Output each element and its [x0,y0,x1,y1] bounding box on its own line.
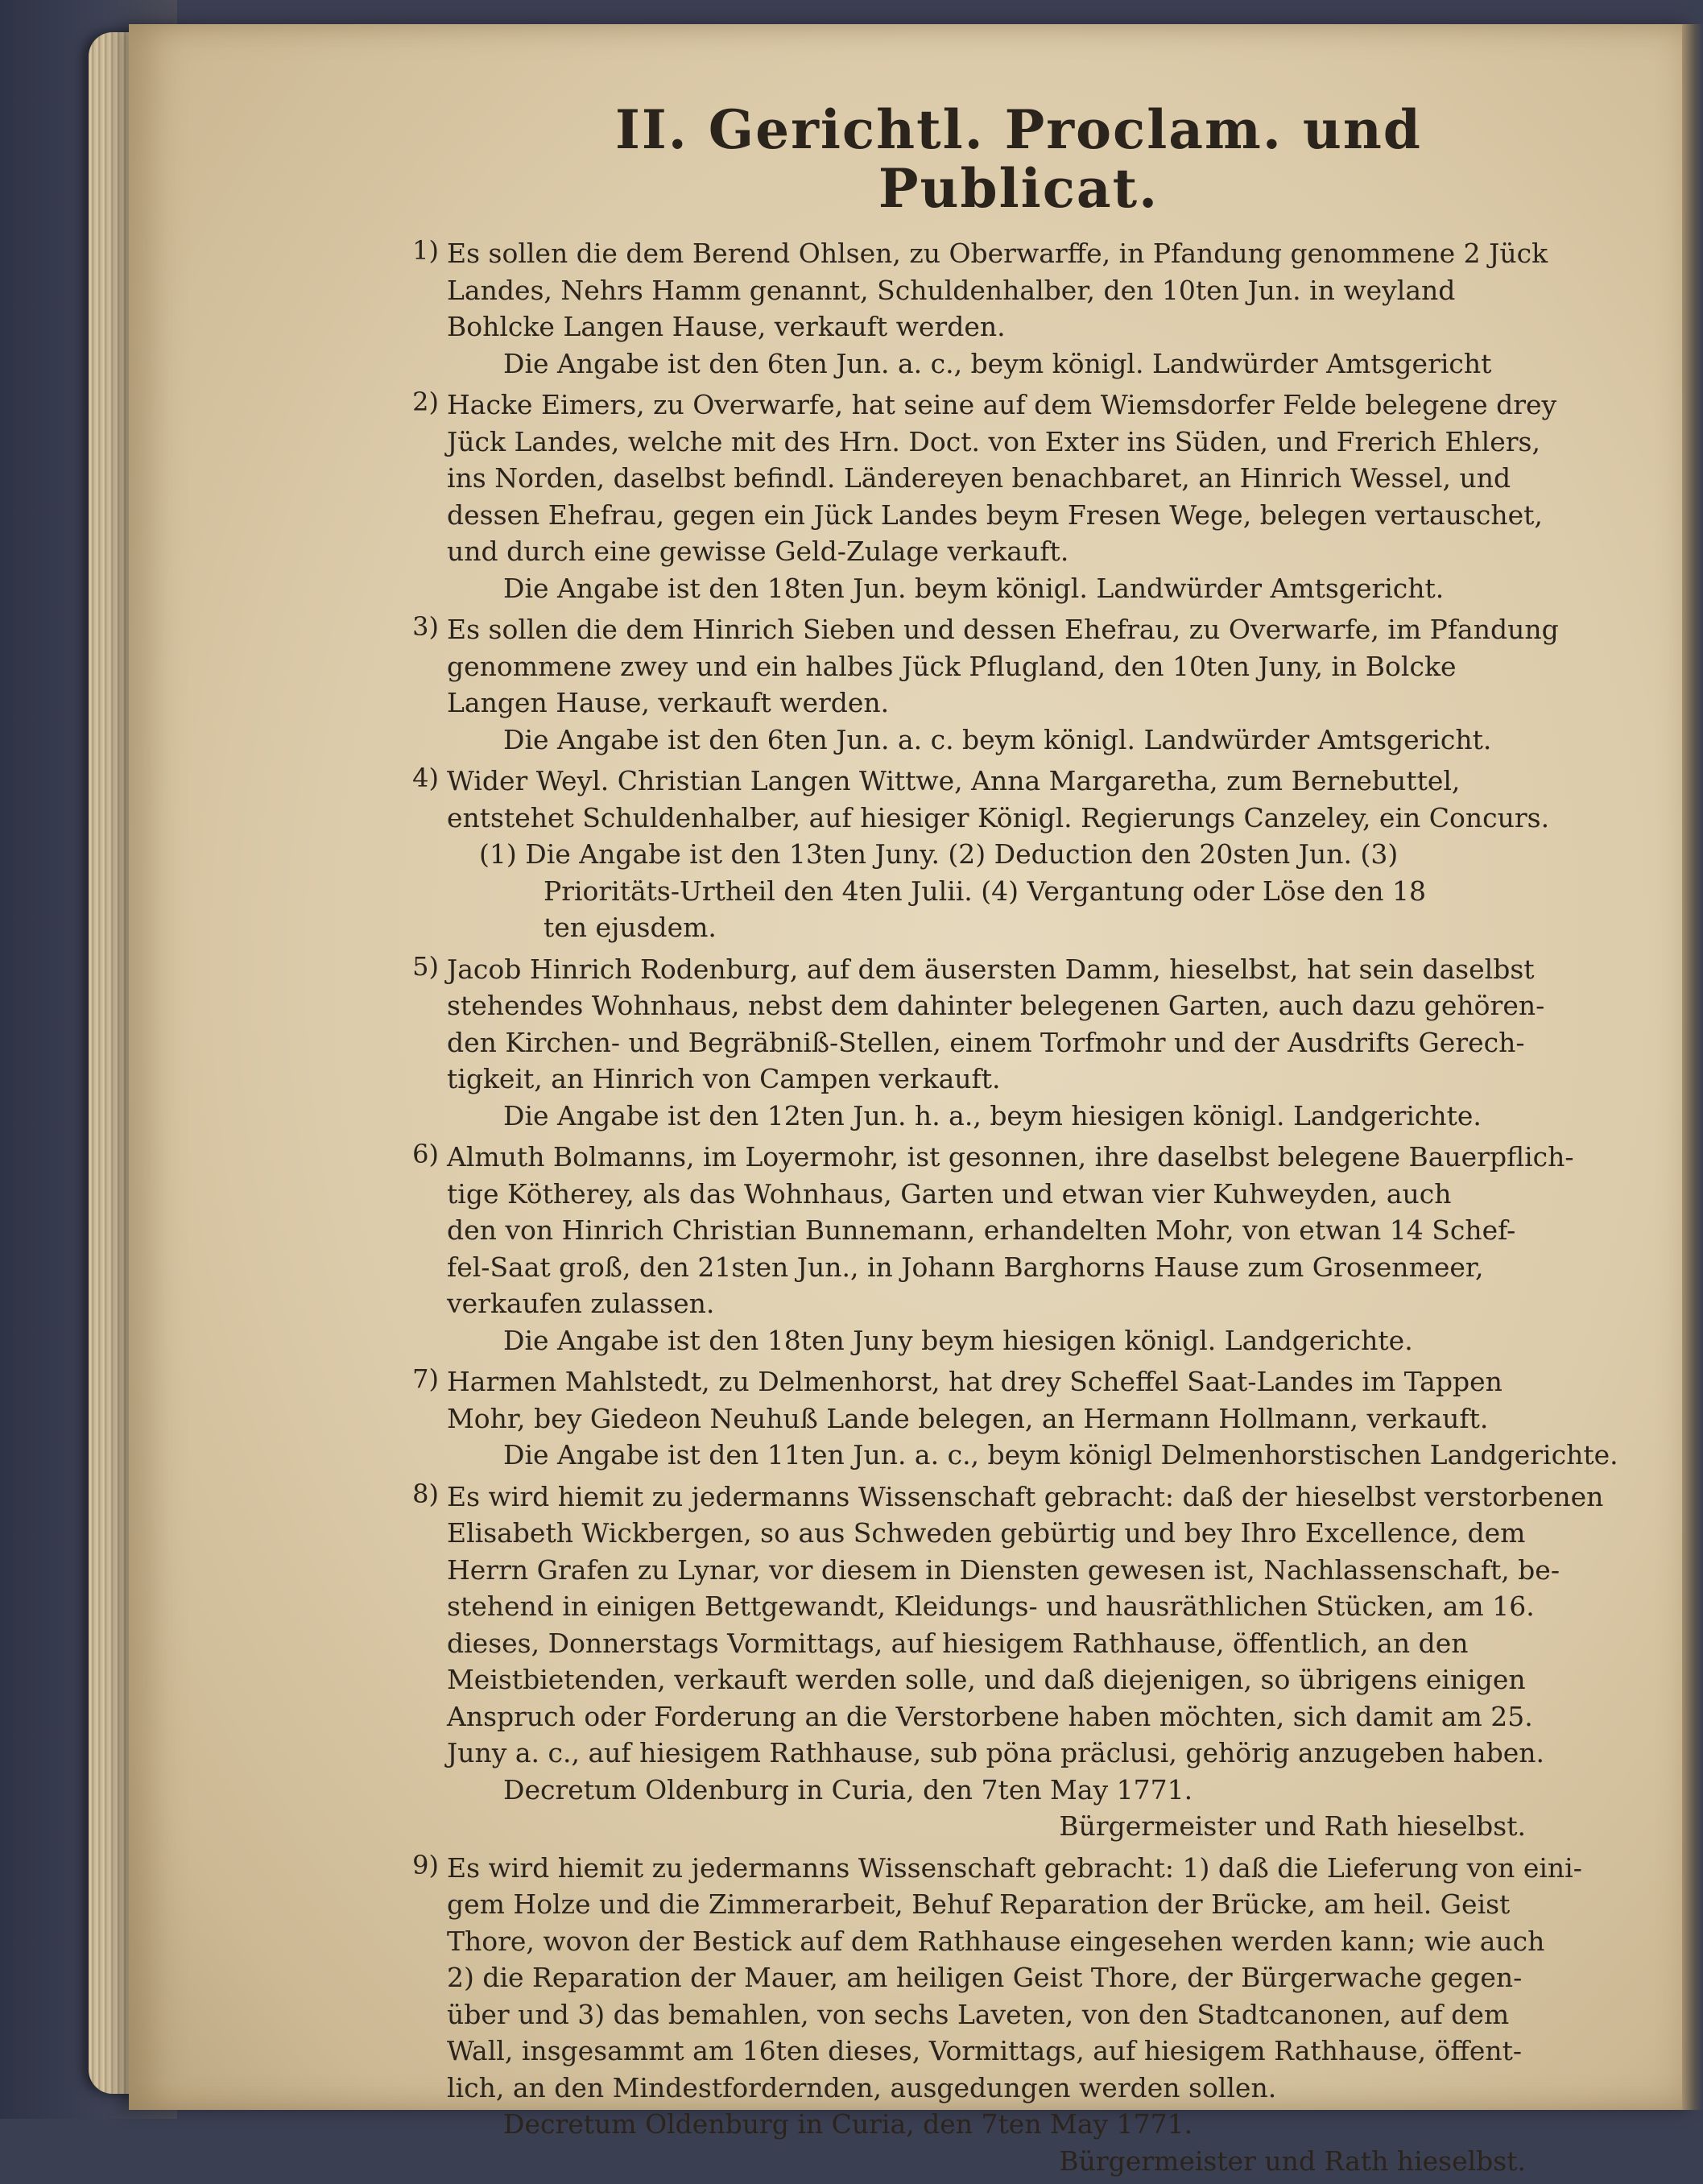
entry-line: über und 3) das bemahlen, von sechs Laveten, von den Stadtcanonen, auf dem [447,1998,1510,2030]
entry-line: Jacob Hinrich Rodenburg, auf dem äusersten Damm, hieselbst, hat sein daselbst [447,953,1535,985]
entry-note: Die Angabe ist den 12ten Jun. h. a., beym hiesigen königl. Landgerichte. [503,1099,1482,1131]
entry-number: 3) [412,611,439,643]
entry-text [447,235,1558,382]
entry-note: Die Angabe ist den 6ten Jun. a. c. beym königl. Landwürder Amtsgericht. [503,723,1492,755]
entry-number: 1) [412,235,439,267]
entry-line: Landes, Nehrs Hamm genannt, Schuldenhalber, den 10ten Jun. in weyland [447,274,1456,306]
entry-line: Es wird hiemit zu jedermanns Wissenschaft gebracht: daß der hieselbst verstorbenen [447,1480,1604,1512]
entry-number: 8) [412,1478,439,1509]
entry-line: den Kirchen- und Begräbniß-Stellen, einem Torfmohr und der Ausdrifts Gerech- [447,1026,1525,1058]
entry-subline: ten ejusdem. [544,912,717,944]
entry-line: genommene zwey und ein halbes Jück Pflugland, den 10ten Juny, in Bolcke [447,650,1457,682]
entry-number: 9) [412,1849,439,1880]
entry-line: stehendes Wohnhaus, nebst dem dahinter belegenen Garten, auch dazu gehören- [447,990,1545,1022]
entry-number: 5) [412,950,439,982]
entry-line: Herrn Grafen zu Lynar, vor diesem in Diensten gewesen ist, Nachlassenschaft, be- [447,1553,1560,1586]
entry-line: den von Hinrich Christian Bunnemann, erhandelten Mohr, von etwan 14 Schef- [447,1214,1516,1247]
entry-number: 2) [412,387,439,418]
proclamation-entry [412,950,1558,1135]
entry-text [447,763,1558,946]
entry-line: Langen Hause, verkauft werden. [447,687,890,719]
entry-line: Hacke Eimers, zu Overwarfe, hat seine auf dem Wiemsdorfer Felde belegene drey [447,389,1557,421]
entry-text [447,1139,1574,1359]
entry-line: entstehet Schuldenhalber, auf hiesiger Königl. Regierungs Canzeley, ein Concurs. [447,801,1550,833]
proclamation-entry [412,387,1558,606]
proclamation-entry [412,1478,1604,1845]
entry-line: Harmen Mahlstedt, zu Delmenhorst, hat drey Scheffel Saat-Landes im Tappen [447,1366,1503,1398]
entry-line: Es sollen die dem Hinrich Sieben und dessen Ehefrau, zu Overwarfe, im Pfandung [447,614,1559,646]
entry-number: 4) [412,763,439,794]
entry-line: Juny a. c., auf hiesigem Rathhause, sub pöna präclusi, gehörig anzugeben haben. [447,1737,1544,1769]
entry-line: Es sollen die dem Berend Ohlsen, zu Oberwarffe, in Pfandung genommene 2 Jück [447,238,1548,270]
entry-note: Decretum Oldenburg in Curia, den 7ten May 1771. [503,1773,1193,1806]
entry-number: 6) [412,1139,439,1170]
entry-line: 2) die Reparation der Mauer, am heiligen Geist Thore, der Bürgerwache gegen- [447,1962,1523,1994]
entry-line: und durch eine gewisse Geld-Zulage verkauft. [447,536,1069,568]
entry-line: stehend in einigen Bettgewandt, Kleidungs- und hausräthlichen Stücken, am 16. [447,1590,1535,1623]
page-right-edge [1682,24,1703,2110]
proclamation-entry [412,763,1558,946]
entry-signature: Bürgermeister und Rath hieselbst. [1059,1810,1526,1843]
entry-line: dessen Ehefrau, gegen ein Jück Landes beym Fresen Wege, belegen vertauschet, [447,498,1543,531]
entry-line: tige Kötherey, als das Wohnhaus, Garten und etwan vier Kuhweyden, auch [447,1177,1452,1210]
entry-line: lich, an den Mindestfordernden, ausgedungen werden sollen. [447,2071,1277,2103]
entry-note: Die Angabe ist den 6ten Jun. a. c., beym königl. Landwürder Amtsgericht [503,347,1492,379]
entry-line: fel-Saat groß, den 21sten Jun., in Johann Barghorns Hause zum Grosenmeer, [447,1251,1484,1283]
entry-line: Elisabeth Wickbergen, so aus Schweden gebürtig und bey Ihro Excellence, dem [447,1517,1526,1549]
page-content [412,98,1618,2184]
entry-note: Die Angabe ist den 18ten Juny beym hiesigen königl. Landgerichte. [503,1324,1413,1356]
entry-line: dieses, Donnerstags Vormittags, auf hiesigem Rathhause, öffentlich, an den [447,1627,1469,1659]
section-heading: II. Gerichtl. Proclam. und Publicat. [615,98,1422,220]
entry-line: tigkeit, an Hinrich von Campen verkauft. [447,1063,1001,1095]
entry-text [447,1479,1604,1845]
entry-line: Wider Weyl. Christian Langen Wittwe, Anna Margaretha, zum Bernebuttel, [447,765,1461,797]
entry-subline: (1) Die Angabe ist den 13ten Juny. (2) Deduction den 20sten Jun. (3) [479,838,1399,871]
entry-line: gem Holze und die Zimmerarbeit, Behuf Reparation der Brücke, am heil. Geist [447,1888,1511,1921]
entry-line: Thore, wovon der Bestick auf dem Rathhause eingesehen werden kann; wie auch [447,1925,1545,1957]
entry-text [447,611,1558,758]
entry-number: 7) [412,1363,439,1395]
proclamation-entry [412,611,1559,758]
proclamation-entry [412,235,1558,382]
entry-line: Jück Landes, welche mit des Hrn. Doct. von Exter ins Süden, und Frerich Ehlers, [447,425,1540,457]
entry-note: Die Angabe ist den 11ten Jun. a. c., beym königl Delmenhorstischen Landgerichte. [503,1439,1618,1471]
entry-subline: Prioritäts-Urtheil den 4ten Julii. (4) Vergantung oder Löse den 18 [544,875,1426,907]
entry-line: Wall, insgesammt am 16ten dieses, Vormittags, auf hiesigem Rathhause, öffent- [447,2035,1523,2067]
entry-line: ins Norden, daselbst befindl. Ländereyen benachbaret, an Hinrich Wessel, und [447,462,1511,494]
entry-text [447,387,1558,606]
entry-line: Anspruch oder Forderung an die Verstorbene haben möchten, sich damit am 25. [447,1700,1533,1732]
entry-note: Decretum Oldenburg in Curia, den 7ten May 1771. [503,2108,1193,2141]
entry-line: Es wird hiemit zu jedermanns Wissenschaft gebracht: 1) daß die Lieferung von eini- [447,1851,1582,1884]
entry-signature: Bürgermeister und Rath hieselbst. [1059,2145,1526,2177]
entry-line: Meistbietenden, verkauft werden solle, und daß diejenigen, so übrigens einigen [447,1664,1526,1696]
entry-line: Bohlcke Langen Hause, verkauft werden. [447,311,1006,343]
entry-line: Almuth Bolmanns, im Loyermohr, ist gesonnen, ihre daselbst belegene Bauerpflich- [447,1141,1574,1173]
entry-text [447,1850,1582,2180]
entry-text [447,1363,1618,1474]
entries-list [412,235,1618,2179]
entry-text [447,951,1558,1135]
entry-line: Mohr, bey Giedeon Neuhuß Lande belegen, an Hermann Hollmann, verkauft. [447,1402,1489,1434]
entry-note: Die Angabe ist den 18ten Jun. beym königl. Landwürder Amtsgericht. [503,572,1445,604]
entry-line: verkaufen zulassen. [447,1288,715,1320]
proclamation-entry [412,1139,1574,1359]
proclamation-entry [412,1363,1618,1474]
proclamation-entry [412,1849,1582,2180]
